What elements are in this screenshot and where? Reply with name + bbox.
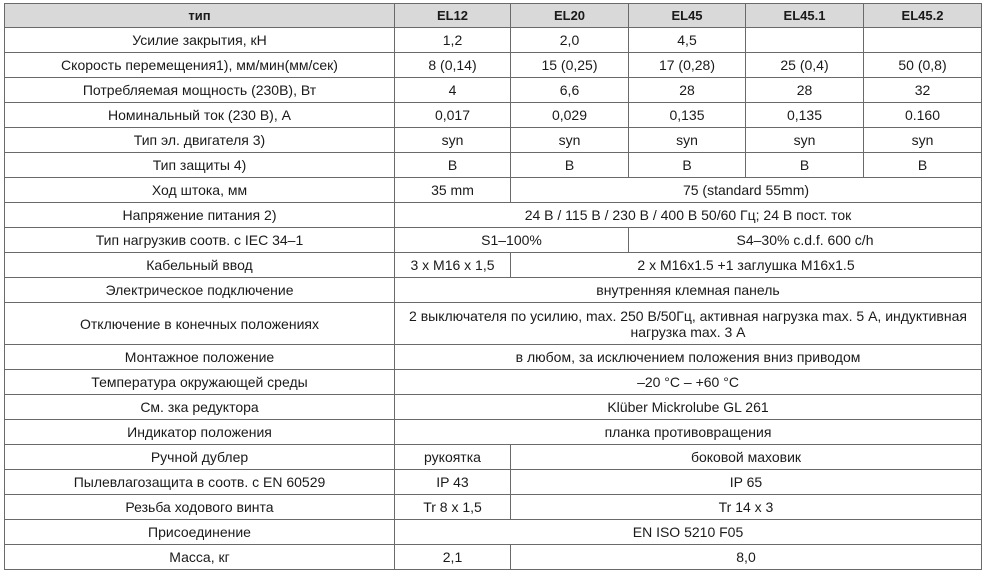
- table-cell: 8 (0,14): [395, 53, 511, 78]
- table-cell: 24 В / 115 В / 230 В / 400 В 50/60 Гц; 24 В пост. ток: [395, 203, 982, 228]
- table-cell: 0,135: [746, 103, 864, 128]
- table-cell: 0,135: [629, 103, 746, 128]
- table-cell: 25 (0,4): [746, 53, 864, 78]
- table-cell: 2 x M16x1.5 +1 заглушка M16x1.5: [511, 253, 982, 278]
- table-cell: syn: [395, 128, 511, 153]
- table-row: [5, 253, 982, 278]
- row-label: Кабельный ввод: [5, 253, 395, 278]
- table-cell: 32: [864, 78, 982, 103]
- table-cell: 3 x M16 x 1,5: [395, 253, 511, 278]
- table-cell: IP 43: [395, 470, 511, 495]
- table-cell: Tr 8 x 1,5: [395, 495, 511, 520]
- table-row: [5, 545, 982, 570]
- row-label: Индикатор положения: [5, 420, 395, 445]
- table-row: [5, 495, 982, 520]
- table-cell: B: [746, 153, 864, 178]
- table-cell: 4: [395, 78, 511, 103]
- table-row: [5, 370, 982, 395]
- table-row: [5, 178, 982, 203]
- table-row: [5, 128, 982, 153]
- table-row: [5, 420, 982, 445]
- table-cell: рукоятка: [395, 445, 511, 470]
- row-label: Масса, кг: [5, 545, 395, 570]
- row-label: Присоединение: [5, 520, 395, 545]
- header-row: [5, 4, 982, 28]
- table-cell: 2 выключателя по усилию, max. 250 В/50Гц, активная нагрузка max. 5 А, индуктивная нагрузка max. 3 А: [395, 303, 982, 345]
- table-cell: 75 (standard 55mm): [511, 178, 982, 203]
- table-row: [5, 520, 982, 545]
- table-cell: syn: [864, 128, 982, 153]
- table-cell: Klüber Mickrolube GL 261: [395, 395, 982, 420]
- table-row: [5, 103, 982, 128]
- row-label: Тип нагрузкив соотв. с IEC 34–1: [5, 228, 395, 253]
- row-label: Тип защиты 4): [5, 153, 395, 178]
- table-cell: 0.160: [864, 103, 982, 128]
- table-cell: –20 °C – +60 °C: [395, 370, 982, 395]
- table-cell: syn: [511, 128, 629, 153]
- table-cell: [746, 28, 864, 53]
- table-row: [5, 345, 982, 370]
- table-cell: S1–100%: [395, 228, 629, 253]
- row-label: Усилие закрытия, кН: [5, 28, 395, 53]
- table-row: [5, 28, 982, 53]
- row-label: Тип эл. двигателя 3): [5, 128, 395, 153]
- table-cell: B: [629, 153, 746, 178]
- header-el20: EL20: [511, 4, 629, 28]
- row-label: Скорость перемещения1), мм/мин(мм/сек): [5, 53, 395, 78]
- table-cell: B: [864, 153, 982, 178]
- row-label: Ручной дублер: [5, 445, 395, 470]
- row-label: Ход штока, мм: [5, 178, 395, 203]
- table-row: [5, 228, 982, 253]
- row-label: Резьба ходового винта: [5, 495, 395, 520]
- table-cell: [864, 28, 982, 53]
- table-cell: 28: [746, 78, 864, 103]
- header-el45-2: EL45.2: [864, 4, 982, 28]
- table-cell: 4,5: [629, 28, 746, 53]
- table-cell: S4–30% c.d.f. 600 c/h: [629, 228, 982, 253]
- table-row: [5, 203, 982, 228]
- spec-table: [4, 3, 982, 570]
- table-cell: боковой маховик: [511, 445, 982, 470]
- table-row: [5, 395, 982, 420]
- table-cell: 17 (0,28): [629, 53, 746, 78]
- table-row: [5, 278, 982, 303]
- table-cell: 2,1: [395, 545, 511, 570]
- row-label: Пылевлагозащита в соотв. с EN 60529: [5, 470, 395, 495]
- row-label: Номинальный ток (230 В), А: [5, 103, 395, 128]
- table-cell: EN ISO 5210 F05: [395, 520, 982, 545]
- table-cell: 50 (0,8): [864, 53, 982, 78]
- table-cell: 0,017: [395, 103, 511, 128]
- row-label: Отключение в конечных положениях: [5, 303, 395, 345]
- table-row: [5, 153, 982, 178]
- table-cell: 0,029: [511, 103, 629, 128]
- table-cell: B: [511, 153, 629, 178]
- table-row: [5, 53, 982, 78]
- row-label: См. зка редуктора: [5, 395, 395, 420]
- table-cell: syn: [746, 128, 864, 153]
- table-cell: планка противовращения: [395, 420, 982, 445]
- table-cell: 1,2: [395, 28, 511, 53]
- row-label: Температура окружающей среды: [5, 370, 395, 395]
- header-el12: EL12: [395, 4, 511, 28]
- row-label: Напряжение питания 2): [5, 203, 395, 228]
- table-row: [5, 470, 982, 495]
- table-cell: в любом, за исключением положения вниз приводом: [395, 345, 982, 370]
- row-label: Потребляемая мощность (230В), Вт: [5, 78, 395, 103]
- table-cell: syn: [629, 128, 746, 153]
- table-cell: Tr 14 x 3: [511, 495, 982, 520]
- table-row: [5, 445, 982, 470]
- table-cell: IP 65: [511, 470, 982, 495]
- header-el45: EL45: [629, 4, 746, 28]
- table-row: [5, 303, 982, 345]
- table-cell: B: [395, 153, 511, 178]
- table-cell: 35 mm: [395, 178, 511, 203]
- header-el45-1: EL45.1: [746, 4, 864, 28]
- header-type: тип: [5, 4, 395, 28]
- table-cell: 15 (0,25): [511, 53, 629, 78]
- row-label: Монтажное положение: [5, 345, 395, 370]
- table-cell: 2,0: [511, 28, 629, 53]
- table-cell: 28: [629, 78, 746, 103]
- table-row: [5, 78, 982, 103]
- table-cell: внутренняя клемная панель: [395, 278, 982, 303]
- table-cell: 6,6: [511, 78, 629, 103]
- row-label: Электрическое подключение: [5, 278, 395, 303]
- table-cell: 8,0: [511, 545, 982, 570]
